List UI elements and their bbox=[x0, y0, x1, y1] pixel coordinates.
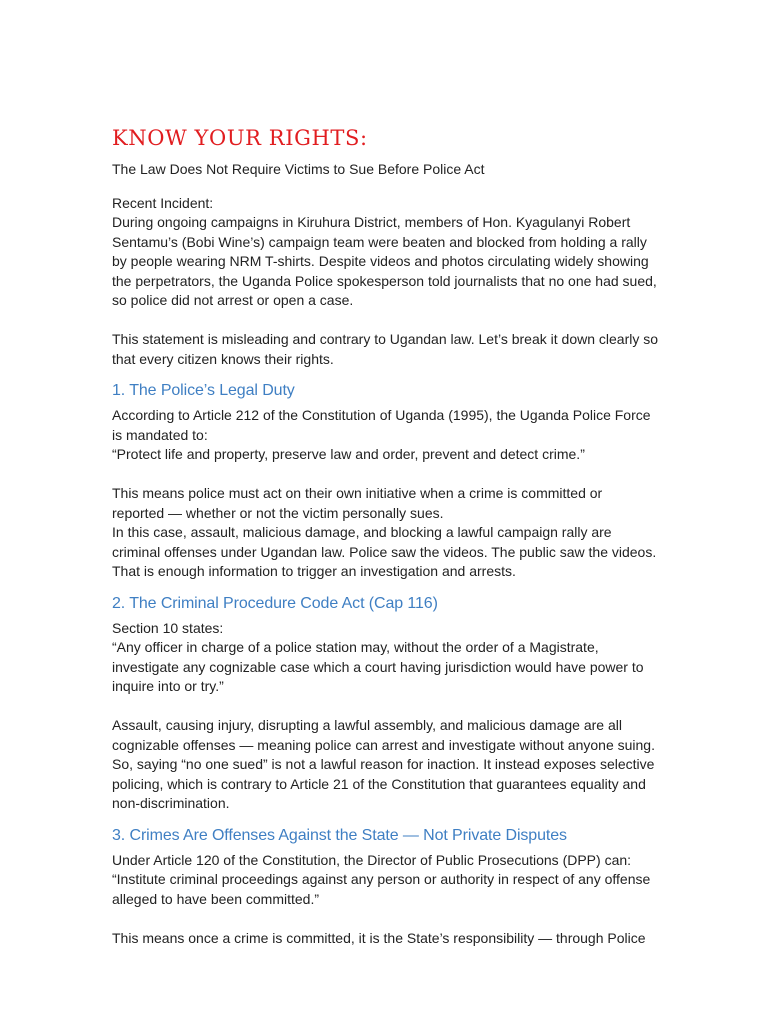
paragraph-line: This means police must act on their own initiative when a crime is committed or bbox=[112, 485, 603, 501]
paragraph-line: criminal offenses under Ugandan law. Police saw the videos. The public saw the videos. bbox=[112, 543, 657, 560]
intro-block bbox=[112, 194, 672, 370]
statement-line: This statement is misleading and contrary to Ugandan law. Let’s break it down clearly so bbox=[112, 331, 659, 347]
document-subtitle: The Law Does Not Require Victims to Sue Before Police Act bbox=[112, 161, 485, 177]
intro-line: so police did not arrest or open a case. bbox=[112, 292, 354, 308]
paragraph-line: According to Article 212 of the Constitution of Uganda (1995), the Uganda Police Force bbox=[112, 407, 651, 423]
paragraph-line: In this case, assault, malicious damage, and blocking a lawful campaign rally are bbox=[112, 524, 612, 540]
intro-line: the perpetrators, the Uganda Police spokesperson told journalists that no one had sued, bbox=[112, 272, 657, 289]
quote-line: “Protect life and property, preserve law and order, prevent and detect crime.” bbox=[112, 446, 585, 462]
quote-line: investigate any cognizable case which a court having jurisdiction would have power to bbox=[112, 658, 644, 675]
intro-line: by people wearing NRM T-shirts. Despite videos and photos circulating widely showing bbox=[112, 253, 649, 269]
statement-line: that every citizen knows their rights. bbox=[112, 350, 334, 367]
paragraph-line: This means once a crime is committed, it is the State’s responsibility — through Police bbox=[112, 929, 646, 946]
intro-label: Recent Incident: bbox=[112, 194, 214, 211]
paragraph-line: reported — whether or not the victim personally sues. bbox=[112, 504, 444, 521]
intro-line: Sentamu’s (Bobi Wine’s) campaign team were beaten and blocked from holding a rally bbox=[112, 233, 647, 250]
paragraph-line: So, saying “no one sued” is not a lawful reason for inaction. It instead exposes selective bbox=[112, 756, 655, 772]
paragraph-line: Assault, causing injury, disrupting a lawful assembly, and malicious damage are all bbox=[112, 717, 622, 733]
paragraph-line: That is enough information to trigger an investigation and arrests. bbox=[112, 563, 516, 579]
quote-line: alleged to have been committed.” bbox=[112, 890, 320, 907]
quote-line: “Any officer in charge of a police station may, without the order of a Magistrate, bbox=[112, 639, 599, 655]
document-title: KNOW YOUR RIGHTS: bbox=[112, 126, 368, 150]
intro-line: During ongoing campaigns in Kiruhura District, members of Hon. Kyagulanyi Robert bbox=[112, 214, 631, 230]
quote-line: inquire into or try.” bbox=[112, 678, 224, 694]
paragraph-line: is mandated to: bbox=[112, 426, 208, 443]
section-criminal-procedure bbox=[112, 594, 672, 814]
paragraph-line: policing, which is contrary to Article 21 of the Constitution that guarantees equality and bbox=[112, 775, 646, 792]
section-heading: 1. The Police’s Legal Duty bbox=[112, 382, 295, 399]
paragraph-line: cognizable offenses — meaning police can arrest and investigate without anyone suing. bbox=[112, 736, 655, 753]
section-police-duty bbox=[112, 381, 672, 582]
section-crimes-against-state bbox=[112, 826, 672, 949]
paragraph-line: non-discrimination. bbox=[112, 795, 230, 811]
section-heading: 2. The Criminal Procedure Code Act (Cap 116) bbox=[112, 594, 438, 612]
section-heading: 3. Crimes Are Offenses Against the State — Not Private Disputes bbox=[112, 826, 567, 844]
paragraph-line: Section 10 states: bbox=[112, 619, 224, 636]
quote-line: “Institute criminal proceedings against any person or authority in respect of any offense bbox=[112, 871, 651, 887]
paragraph-line: Under Article 120 of the Constitution, the Director of Public Prosecutions (DPP) can: bbox=[112, 851, 632, 868]
